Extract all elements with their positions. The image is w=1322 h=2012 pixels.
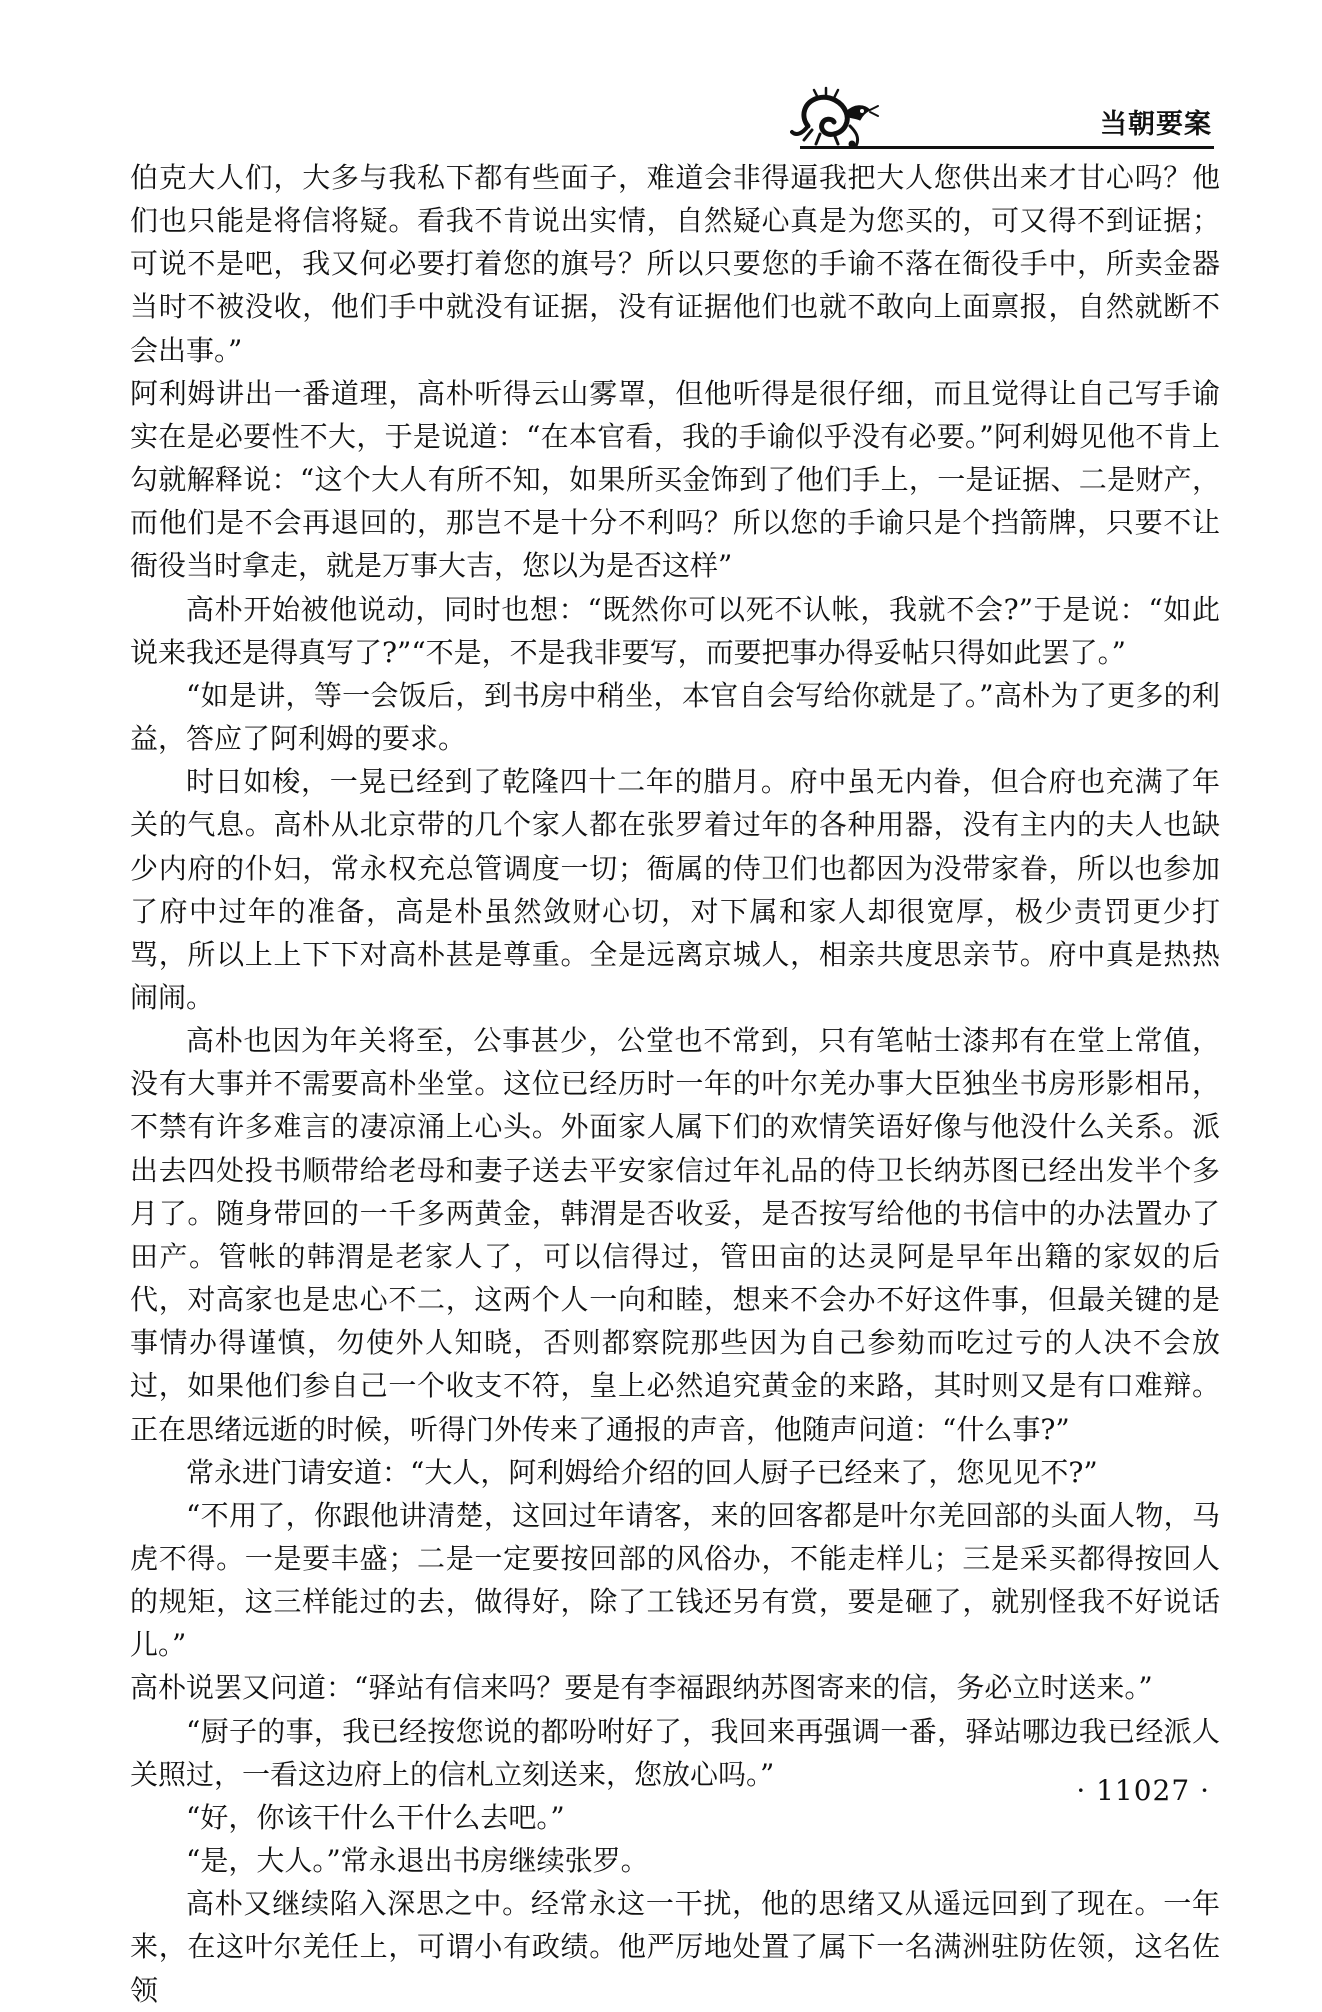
paragraph: 高朴也因为年关将至，公事甚少，公堂也不常到，只有笔帖士漆邦有在堂上常值，没有大事并不需要高朴坐堂。这位已经历时一年的叶尔羌办事大臣独坐书房形影相吊，不禁有许多难言的凄凉涌上心头。外面家人属下们的欢情笑语好像与他没什么关系。派出去四处投书顺带给老母和妻子送去平安家信过年礼品的侍卫长纳苏图已经出发半个多月了。随身带回的一千多两黄金，韩渭是否收妥，是否按写给他的书信中的办法置办了田产。管帐的韩渭是老家人了，可以信得过，管田亩的达灵阿是早年出籍的家奴的后代，对高家也是忠心不二，这两个人一向和睦，想来不会办不好这件事，但最关键的是事情办得谨慎，勿使外人知晓，否则都察院那些因为自己参劾而吃过亏的人决不会放过，如果他们参自己一个收支不符，皇上必然追究黄金的来路，其时则又是有口难辩。正在思绪远逝的时候，听得门外传来了通报的声音，他随声问道：“什么事?”	[130, 1024, 1220, 1446]
paragraph: 伯克大人们，大多与我私下都有些面子，难道会非得逼我把大人您供出来才甘心吗？他们也只能是将信将疑。看我不肯说出实情，自然疑心真是为您买的，可又得不到证据；可说不是吧，我又何必要打着您的旗号？所以只要您的手谕不落在衙役手中，所卖金器当时不被没收，他们手中就没有证据，没有证据他们也就不敢向上面禀报，自然就断不会出事。”	[130, 161, 1220, 367]
paragraph: 常永进门请安道：“大人，阿利姆给介绍的回人厨子已经来了，您见见不?”	[186, 1455, 1098, 1489]
paragraph: “厨子的事，我已经按您说的都吩咐好了，我回来再强调一番，驿站哪边我已经派人关照过，一看这边府上的信札立刻送来，您放心吗。”	[130, 1714, 1220, 1791]
header-rule	[800, 146, 1214, 149]
paragraph: “好，你该干什么干什么去吧。”	[186, 1800, 565, 1834]
paragraph: 阿利姆讲出一番道理，高朴听得云山雾罩，但他听得是很仔细，而且觉得让自己写手谕实在是必要性不大，于是说道：“在本官看，我的手谕似乎没有必要。”阿利姆见他不肯上勾就解释说：“这个大人有所不知，如果所买金饰到了他们手上，一是证据、二是财产，而他们是不会再退回的，那岂不是十分不利吗？所以您的手谕只是个挡箭牌，只要不让衙役当时拿走，就是万事大吉，您以为是否这样”	[130, 376, 1220, 583]
paragraph: “是，大人。”常永退出书房继续张罗。	[186, 1844, 649, 1878]
paragraph: “如是讲，等一会饭后，到书房中稍坐，本官自会写给你就是了。”高朴为了更多的利益，答应了阿利姆的要求。	[130, 678, 1220, 756]
page-number: · 11027 ·	[1076, 1774, 1210, 1807]
paragraph: 高朴说罢又问道：“驿站有信来吗？要是有李福跟纳苏图寄来的信，务必立时送来。”	[130, 1671, 1153, 1705]
dragon-icon	[790, 86, 880, 152]
paragraph: 高朴开始被他说动，同时也想：“既然你可以死不认帐，我就不会?”于是说：“如此说来我还是得真写了?”“不是，不是我非要写，而要把事办得妥帖只得如此罢了。”	[130, 592, 1220, 669]
paragraph: 时日如梭，一晃已经到了乾隆四十二年的腊月。府中虽无内眷，但合府也充满了年关的气息。高朴从北京带的几个家人都在张罗着过年的各种用器，没有主内的夫人也缺少内府的仆妇，常永权充总管调度一切；衙属的侍卫们也都因为没带家眷，所以也参加了府中过年的准备，高是朴虽然敛财心切，对下属和家人却很宽厚，极少责罚更少打骂，所以上上下下对高朴甚是尊重。全是远离京城人，相亲共度思亲节。府中真是热热闹闹。	[130, 765, 1220, 1014]
paragraph: 高朴又继续陷入深思之中。经常永这一干扰，他的思绪又从遥远回到了现在。一年来，在这叶尔羌任上，可谓小有政绩。他严厉地处置了属下一名满洲驻防佐领，这名佐领	[130, 1887, 1220, 2007]
body-text	[130, 156, 1220, 2012]
paragraph: “不用了，你跟他讲清楚，这回过年请客，来的回客都是叶尔羌回部的头面人物，马虎不得。一是要丰盛；二是一定要按回部的风俗办，不能走样儿；三是采买都得按回人的规矩，这三样能过的去，做得好，除了工钱还另有赏，要是砸了，就别怪我不好说话儿。”	[130, 1498, 1220, 1662]
running-header-title: 当朝要案	[1100, 109, 1212, 140]
